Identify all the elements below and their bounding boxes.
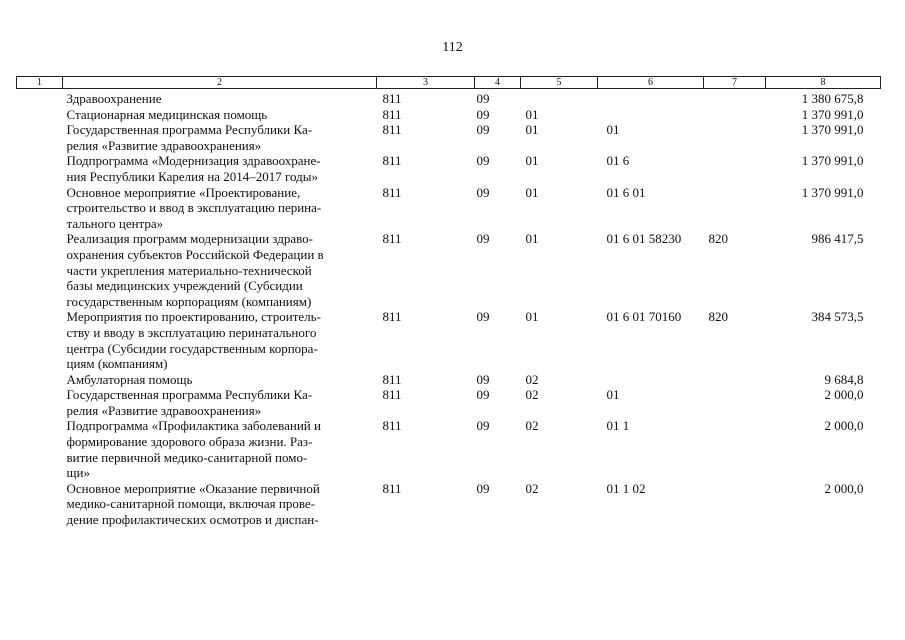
section-code: 09 — [476, 480, 490, 496]
section-code: 09 — [476, 91, 490, 106]
item-name — [63, 107, 377, 123]
table-row — [17, 153, 881, 184]
expense-type-code: 820 — [708, 309, 728, 325]
section-code: 09 — [476, 153, 490, 169]
column-number: 1 — [17, 77, 63, 89]
amount: 1 370 991,0 — [801, 106, 864, 122]
item-name-line: медико-санитарной помощи, включая прове- — [66, 496, 315, 512]
item-name-line: ству и вводу в эксплуатацию перинатального — [66, 324, 317, 340]
table-row — [17, 107, 881, 123]
amount: 1 370 991,0 — [801, 122, 864, 138]
item-name-line: Амбулаторная помощь — [66, 371, 193, 387]
expense-type-code — [704, 89, 766, 107]
expense-type-code — [704, 107, 766, 123]
subsection-code: 01 — [525, 231, 539, 247]
row-number-cell — [17, 122, 63, 153]
row-number-cell — [17, 372, 63, 388]
row-number-cell — [17, 309, 63, 371]
column-number: 3 — [377, 77, 475, 89]
ministry-code: 811 — [382, 371, 402, 387]
table-row — [17, 231, 881, 309]
table-row — [17, 418, 881, 480]
item-name-line: ния Республики Карелия на 2014–2017 годы» — [66, 168, 319, 184]
column-number-row — [17, 77, 881, 89]
section-code: 09 — [476, 371, 490, 387]
item-name — [63, 309, 377, 371]
target-article-code: 01 1 — [606, 418, 630, 434]
amount: 1 370 991,0 — [801, 184, 864, 200]
section-code: 09 — [476, 106, 490, 122]
ministry-code: 811 — [382, 153, 402, 169]
item-name — [63, 122, 377, 153]
item-name-line: Основное мероприятие «Проектирование, — [66, 184, 301, 200]
item-name-line: Реализация программ модернизации здраво- — [66, 231, 313, 247]
row-number-cell — [17, 185, 63, 232]
table-row — [17, 372, 881, 388]
expense-type-code — [704, 481, 766, 528]
expense-type-code — [704, 418, 766, 480]
item-name-line: части укрепления материально-технической — [66, 262, 312, 278]
item-name — [63, 153, 377, 184]
item-name-line: Стационарная медицинская помощь — [66, 106, 268, 122]
item-name-line: Подпрограмма «Модернизация здравоохране- — [66, 153, 321, 169]
item-name-line: щи» — [66, 465, 90, 481]
item-name-line: дение профилактических осмотров и диспан- — [66, 512, 319, 528]
table-row — [17, 309, 881, 371]
row-number-cell — [17, 231, 63, 309]
table-row — [17, 387, 881, 418]
item-name-line: центра (Субсидии государственным корпора- — [66, 340, 318, 356]
item-name — [63, 231, 377, 309]
amount: 9 684,8 — [824, 371, 864, 387]
ministry-code: 811 — [382, 387, 402, 403]
item-name-line: базы медицинских учреждений (Субсидии — [66, 278, 303, 294]
item-name-line: государственным корпорациям (компаниям) — [66, 293, 312, 309]
row-number-cell — [17, 153, 63, 184]
item-name-line: строительство и ввод в эксплуатацию перина- — [66, 200, 322, 216]
ministry-code: 811 — [382, 418, 402, 434]
column-number: 5 — [521, 77, 598, 89]
item-name — [63, 387, 377, 418]
subsection-code: 02 — [525, 418, 539, 434]
ministry-code: 811 — [382, 480, 402, 496]
target-article-code — [598, 89, 704, 107]
section-code: 09 — [476, 387, 490, 403]
amount: 2 000,0 — [824, 480, 864, 496]
subsection-code: 01 — [525, 106, 539, 122]
amount: 2 000,0 — [824, 387, 864, 403]
expense-type-code — [704, 372, 766, 388]
item-name-line: Мероприятия по проектированию, строитель- — [66, 309, 321, 325]
item-name-line: циям (компаниям) — [66, 356, 168, 372]
subsection-code: 01 — [525, 184, 539, 200]
item-name-line: Государственная программа Республики Ка- — [66, 122, 313, 138]
table-row — [17, 481, 881, 528]
table-row — [17, 89, 881, 107]
target-article-code: 01 6 01 58230 — [606, 231, 682, 247]
table-row — [17, 122, 881, 153]
section-code: 09 — [476, 122, 490, 138]
amount: 1 370 991,0 — [801, 153, 864, 169]
subsection-code — [521, 89, 598, 107]
target-article-code: 01 6 — [606, 153, 630, 169]
section-code: 09 — [476, 309, 490, 325]
ministry-code: 811 — [382, 122, 402, 138]
item-name — [63, 372, 377, 388]
table-body — [17, 89, 881, 528]
expense-type-code — [704, 387, 766, 418]
item-name — [63, 481, 377, 528]
subsection-code: 01 — [525, 309, 539, 325]
expense-type-code: 820 — [708, 231, 728, 247]
row-number-cell — [17, 481, 63, 528]
item-name-line: витие первичной медико-санитарной помо- — [66, 449, 308, 465]
item-name — [63, 185, 377, 232]
page-number: 112 — [442, 40, 463, 55]
subsection-code: 02 — [525, 387, 539, 403]
table-row — [17, 185, 881, 232]
target-article-code: 01 6 01 70160 — [606, 309, 682, 325]
column-number: 7 — [704, 77, 766, 89]
target-article-code: 01 1 02 — [606, 480, 646, 496]
amount: 986 417,5 — [811, 231, 864, 247]
subsection-code: 02 — [525, 371, 539, 387]
item-name-line: Здравоохранение — [66, 91, 162, 106]
amount: 2 000,0 — [824, 418, 864, 434]
item-name-line: тального центра» — [66, 215, 164, 231]
expense-type-code — [704, 153, 766, 184]
row-number-cell — [17, 107, 63, 123]
ministry-code: 811 — [382, 106, 402, 122]
section-code: 09 — [476, 231, 490, 247]
ministry-code: 811 — [382, 91, 402, 106]
subsection-code: 01 — [525, 153, 539, 169]
item-name — [63, 418, 377, 480]
column-number: 8 — [766, 77, 881, 89]
target-article-code: 01 — [606, 122, 620, 138]
item-name-line: Подпрограмма «Профилактика заболеваний и — [66, 418, 321, 434]
item-name-line: охранения субъектов Российской Федерации в — [66, 246, 324, 262]
subsection-code: 02 — [525, 480, 539, 496]
target-article-code — [598, 372, 704, 388]
target-article-code: 01 — [606, 387, 620, 403]
column-number: 2 — [63, 77, 377, 89]
column-number: 6 — [598, 77, 704, 89]
column-number: 4 — [475, 77, 521, 89]
expense-type-code — [704, 185, 766, 232]
item-name-line: Основное мероприятие «Оказание первичной — [66, 480, 320, 496]
amount: 1 380 675,8 — [801, 91, 864, 106]
item-name-line: релия «Развитие здравоохранения» — [66, 402, 262, 418]
item-name — [63, 89, 377, 107]
section-code: 09 — [476, 184, 490, 200]
row-number-cell — [17, 418, 63, 480]
row-number-cell — [17, 387, 63, 418]
ministry-code: 811 — [382, 184, 402, 200]
item-name-line: формирование здорового образа жизни. Раз- — [66, 434, 313, 450]
ministry-code: 811 — [382, 309, 402, 325]
amount: 384 573,5 — [811, 309, 864, 325]
target-article-code: 01 6 01 — [606, 184, 646, 200]
subsection-code: 01 — [525, 122, 539, 138]
item-name-line: Государственная программа Республики Ка- — [66, 387, 313, 403]
section-code: 09 — [476, 418, 490, 434]
budget-table — [16, 76, 881, 528]
expense-type-code — [704, 122, 766, 153]
ministry-code: 811 — [382, 231, 402, 247]
row-number-cell — [17, 89, 63, 107]
target-article-code — [598, 107, 704, 123]
item-name-line: релия «Развитие здравоохранения» — [66, 137, 262, 153]
